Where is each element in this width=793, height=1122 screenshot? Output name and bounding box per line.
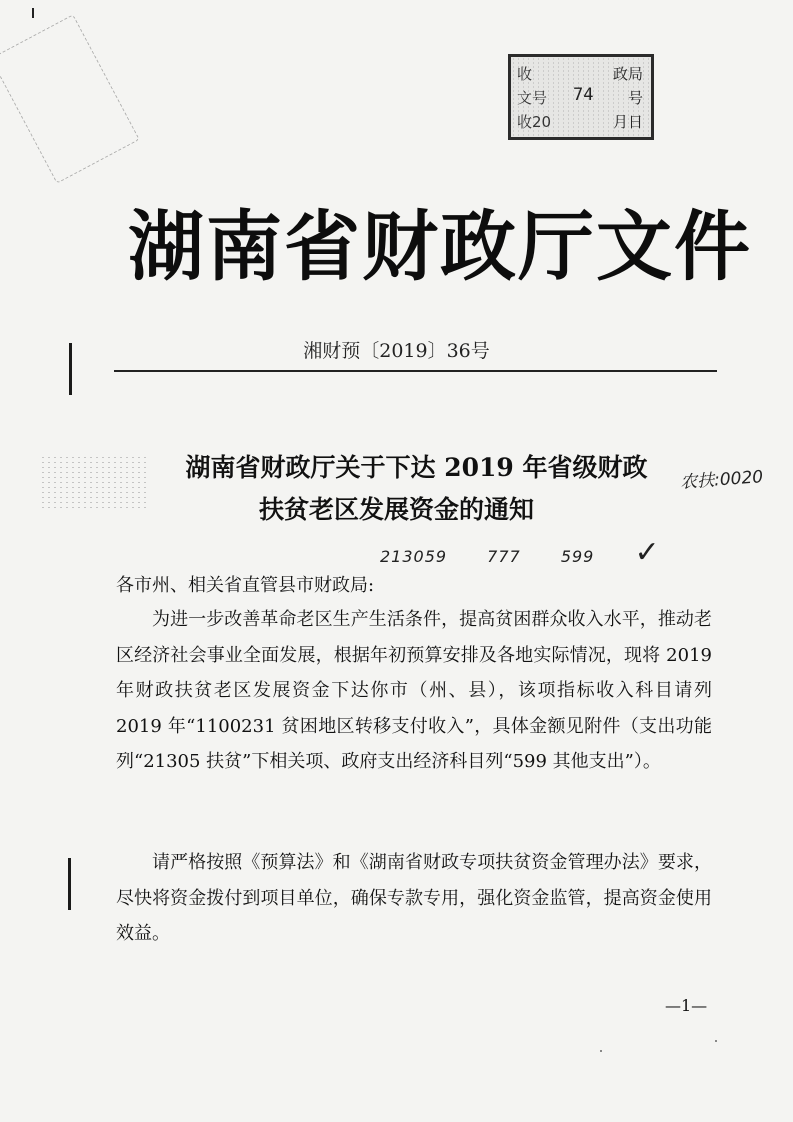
stamp-doc-count: 74 — [573, 85, 594, 105]
document-masthead: 湖南省财政厅文件 — [128, 202, 752, 291]
notice-title-line2: 扶贫老区发展资金的通知 — [258, 495, 534, 524]
scan-edge-mark — [32, 8, 34, 18]
stamp-row2-unit: 号 — [627, 89, 643, 107]
notice-title-line1: 湖南省财政厅关于下达 2019 年省级财政 — [185, 453, 648, 482]
stamp-row1-unit: 政局 — [612, 65, 643, 83]
stamp-row3-label: 收20 — [517, 113, 552, 131]
receipt-stamp — [508, 54, 654, 140]
handwritten-code-2: 777 — [487, 547, 521, 566]
faded-corner-stamp — [0, 14, 140, 184]
handwritten-check-icon: ✓ — [634, 535, 661, 570]
handwritten-code-1: 213059 — [380, 547, 448, 566]
handwritten-code-3: 599 — [560, 547, 595, 566]
body-paragraph-2: 请严格按照《预算法》和《湖南省财政专项扶贫资金管理办法》要求，尽快将资金拨付到项目单位，确保专款专用，强化资金监管，提高资金使用效益。 — [116, 852, 712, 944]
margin-mark-bottom — [68, 858, 71, 910]
document-number: 湘财预〔2019〕36号 — [303, 340, 490, 362]
body-paragraph-1: 为进一步改善革命老区生产生活条件，提高贫困群众收入水平，推动老区经济社会事业全面发展，根据年初预算安排及各地实际情况，现将 2019 年财政扶贫老区发展资金下达你市（州、县），该项指标收入科目请列 2019 年“1100231 贫困地区转移支付收入”，具体金额见附件（支出功能列“21305 扶贫”下相关项、政府支出经济科目列“599 其他支出”）。 — [116, 609, 712, 772]
handwritten-codes — [380, 535, 695, 570]
page-number: —1— — [665, 996, 708, 1015]
header-rule — [114, 370, 717, 372]
handwritten-side-note: 农扶:0020 — [679, 467, 764, 493]
stamp-row2-label: 文号 — [517, 89, 548, 107]
stamp-row3-unit: 月日 — [612, 113, 643, 131]
salutation: 各市州、相关省直管县市财政局: — [116, 575, 375, 596]
stamp-row1-label: 收 — [517, 65, 533, 83]
scan-dust — [600, 1050, 602, 1052]
scan-dust — [715, 1040, 717, 1042]
